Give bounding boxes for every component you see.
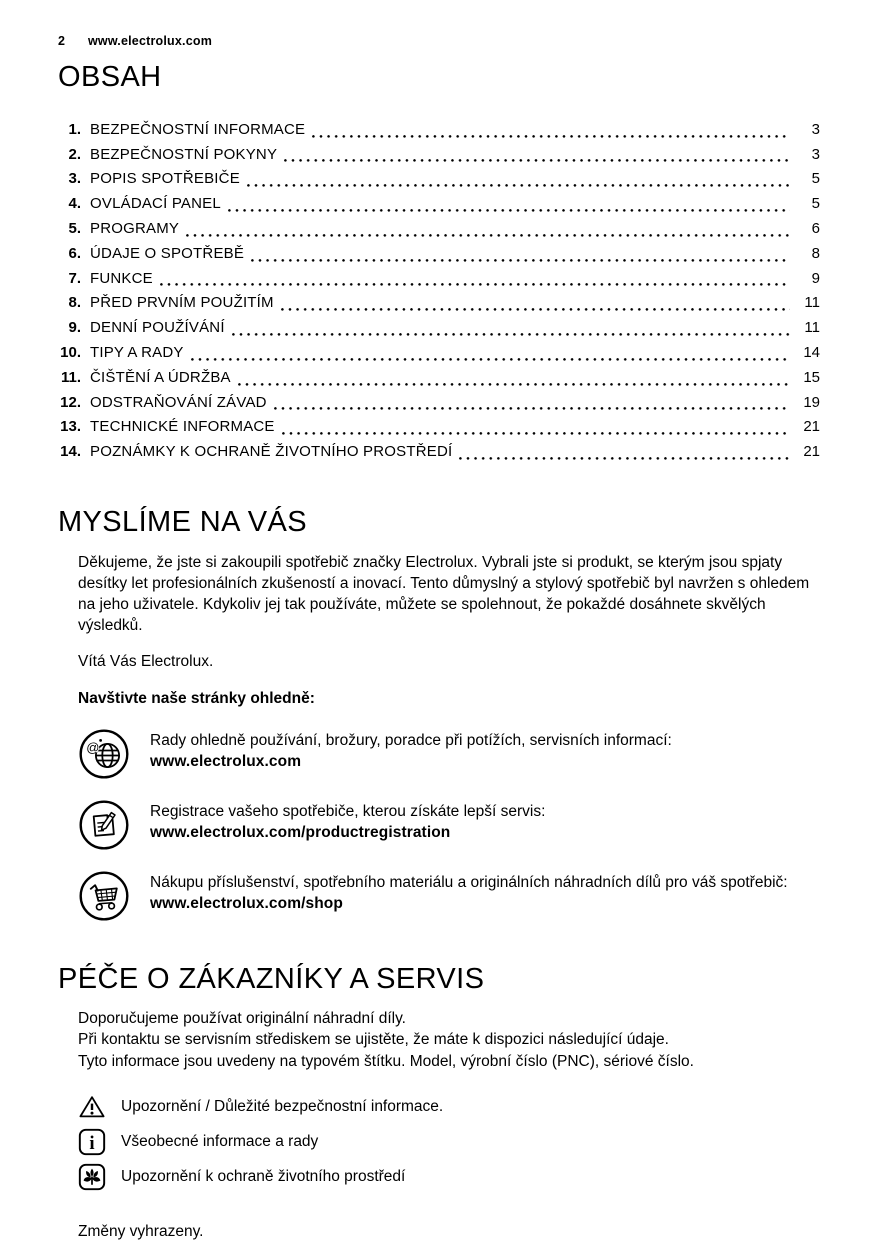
toc-item[interactable] — [58, 415, 820, 440]
toc-item[interactable] — [58, 143, 820, 168]
link-row-advice — [78, 728, 820, 780]
note-info — [78, 1128, 820, 1156]
toc-item[interactable] — [58, 391, 820, 416]
link-row-shop — [78, 870, 820, 922]
visit-line: Navštivte naše stránky ohledně: — [78, 689, 315, 707]
toc-item-label: TECHNICKÉ INFORMACE — [90, 418, 275, 436]
registration-note-icon — [78, 799, 130, 851]
toc-item-label: BEZPEČNOSTNÍ INFORMACE — [90, 120, 306, 138]
toc-item-label: BEZPEČNOSTNÍ POKYNY — [90, 145, 278, 163]
toc-item-page: 21 — [803, 443, 820, 461]
toc-item-number: 8. — [68, 294, 81, 312]
svg-text:@: @ — [86, 739, 100, 755]
toc-item-label: FUNKCE — [90, 269, 153, 287]
link-description: Rady ohledně používání, brožury, poradce při potížích, servisních informací: — [150, 731, 672, 749]
globe-at-icon — [78, 728, 130, 780]
dotted-leader — [284, 159, 790, 162]
toc-item[interactable] — [58, 366, 820, 391]
toc-item-page: 11 — [804, 294, 820, 312]
toc-item-page: 3 — [811, 145, 820, 163]
toc-item-number: 3. — [68, 170, 81, 188]
toc-item-number: 6. — [68, 244, 81, 262]
note-text: Upozornění k ochraně životního prostředí — [121, 1168, 406, 1186]
dotted-leader — [459, 457, 790, 460]
care-line: Doporučujeme používat originální náhradní díly. — [78, 1009, 406, 1027]
toc-item[interactable] — [58, 341, 820, 366]
eco-flower-icon — [78, 1163, 106, 1191]
toc-item[interactable] — [58, 217, 820, 242]
link-url[interactable]: www.electrolux.com — [150, 752, 302, 770]
toc-item-page: 11 — [804, 319, 820, 337]
toc-item-number: 14. — [60, 443, 81, 461]
info-icon — [78, 1128, 106, 1156]
toc-item[interactable] — [58, 316, 820, 341]
note-warning — [78, 1093, 820, 1121]
toc-item-number: 11. — [60, 368, 81, 386]
toc-item-label: TIPY A RADY — [90, 344, 184, 362]
toc-item-label: POZNÁMKY K OCHRANĚ ŽIVOTNÍHO PROSTŘEDÍ — [90, 443, 453, 461]
care-line: Při kontaktu se servisním střediskem se ujistěte, že máte k dispozici následující údaje. — [78, 1031, 669, 1049]
toc-item-label: ÚDAJE O SPOTŘEBĚ — [90, 244, 245, 262]
toc-item-page: 8 — [811, 244, 820, 262]
toc-item-page: 6 — [811, 220, 820, 238]
shopping-cart-icon — [78, 870, 130, 922]
link-url[interactable]: www.electrolux.com/productregistration — [150, 823, 451, 841]
toc-item[interactable] — [58, 267, 820, 292]
dotted-leader — [186, 234, 790, 237]
toc-item[interactable] — [58, 118, 820, 143]
link-description: Nákupu příslušenství, spotřebního materiálu a originálních náhradních dílů pro váš spotřebič: — [150, 873, 788, 891]
dotted-leader — [160, 283, 790, 286]
dotted-leader — [228, 209, 790, 212]
dotted-leader — [238, 383, 790, 386]
toc-item-number: 9. — [68, 319, 81, 337]
toc-item-page: 19 — [803, 393, 820, 411]
toc-item-page: 14 — [803, 344, 820, 362]
dotted-leader — [282, 432, 790, 435]
toc-item-label: ČIŠTĚNÍ A ÚDRŽBA — [90, 368, 231, 386]
toc-item-number: 10. — [60, 344, 81, 362]
warning-triangle-icon — [78, 1093, 106, 1121]
we-think-title: MYSLÍME NA VÁS — [58, 506, 307, 539]
toc-item-number: 1. — [68, 120, 81, 138]
link-row-registration — [78, 799, 820, 851]
toc-item-page: 3 — [811, 120, 820, 138]
toc-item-page: 5 — [811, 195, 820, 213]
toc-item-page: 15 — [803, 368, 820, 386]
link-description: Registrace vašeho spotřebiče, kterou získáte lepší servis: — [150, 802, 546, 820]
dotted-leader — [281, 308, 790, 311]
dotted-leader — [247, 184, 790, 187]
note-text: Upozornění / Důležité bezpečnostní informace. — [121, 1098, 444, 1116]
dotted-leader — [312, 135, 790, 138]
dotted-leader — [191, 358, 790, 361]
toc-item-number: 5. — [68, 220, 81, 238]
table-of-contents — [58, 118, 820, 465]
welcome-line: Vítá Vás Electrolux. — [78, 653, 214, 671]
toc-item-number: 7. — [68, 269, 81, 287]
toc-item[interactable] — [58, 242, 820, 267]
care-line: Tyto informace jsou uvedeny na typovém štítku. Model, výrobní číslo (PNC), sériové číslo. — [78, 1052, 694, 1070]
toc-item-label: POPIS SPOTŘEBIČE — [90, 170, 240, 188]
dotted-leader — [274, 407, 790, 410]
toc-item-number: 12. — [60, 393, 81, 411]
toc-item-page: 9 — [811, 269, 820, 287]
toc-item-number: 2. — [68, 145, 81, 163]
changes-reserved-note: Změny vyhrazeny. — [78, 1223, 204, 1241]
header-site-text: www.electrolux.com — [88, 34, 213, 48]
toc-item-number: 4. — [68, 195, 81, 213]
toc-item-label: OVLÁDACÍ PANEL — [90, 195, 221, 213]
dotted-leader — [232, 333, 790, 336]
toc-item[interactable] — [58, 167, 820, 192]
page-header — [58, 34, 820, 48]
page-number: 2 — [58, 34, 65, 48]
care-title: PÉČE O ZÁKAZNÍKY A SERVIS — [58, 962, 485, 995]
care-text — [78, 1008, 820, 1073]
toc-item[interactable] — [58, 440, 820, 465]
toc-item-page: 21 — [803, 418, 820, 436]
toc-item-label: DENNÍ POUŽÍVÁNÍ — [90, 319, 225, 337]
toc-item-label: PROGRAMY — [90, 220, 180, 238]
intro-paragraph: Děkujeme, že jste si zakoupili spotřebič značky Electrolux. Vybrali jste si produkt, se kterým jsou spjaty desítky let profesionálních zkušeností a inovací. Tento důmyslný a stylový spotřebič byl navržen s ohledem na jeho uživatele. Kdykoliv jej tak používáte, můžete se spolehnout, že pokaždé dosáhnete skvělých výsledků. — [78, 553, 810, 634]
link-url[interactable]: www.electrolux.com/shop — [150, 894, 343, 912]
svg-text:i: i — [89, 1133, 95, 1155]
toc-item-label: PŘED PRVNÍM POUŽITÍM — [90, 294, 274, 312]
toc-item[interactable] — [58, 192, 820, 217]
toc-item-number: 13. — [60, 418, 81, 436]
toc-item-label: ODSTRAŇOVÁNÍ ZÁVAD — [90, 393, 267, 411]
note-eco — [78, 1163, 820, 1191]
dotted-leader — [251, 259, 790, 262]
toc-item-page: 5 — [811, 170, 820, 188]
toc-title: OBSAH — [58, 61, 162, 93]
toc-item[interactable] — [58, 291, 820, 316]
note-text: Všeobecné informace a rady — [121, 1133, 319, 1151]
